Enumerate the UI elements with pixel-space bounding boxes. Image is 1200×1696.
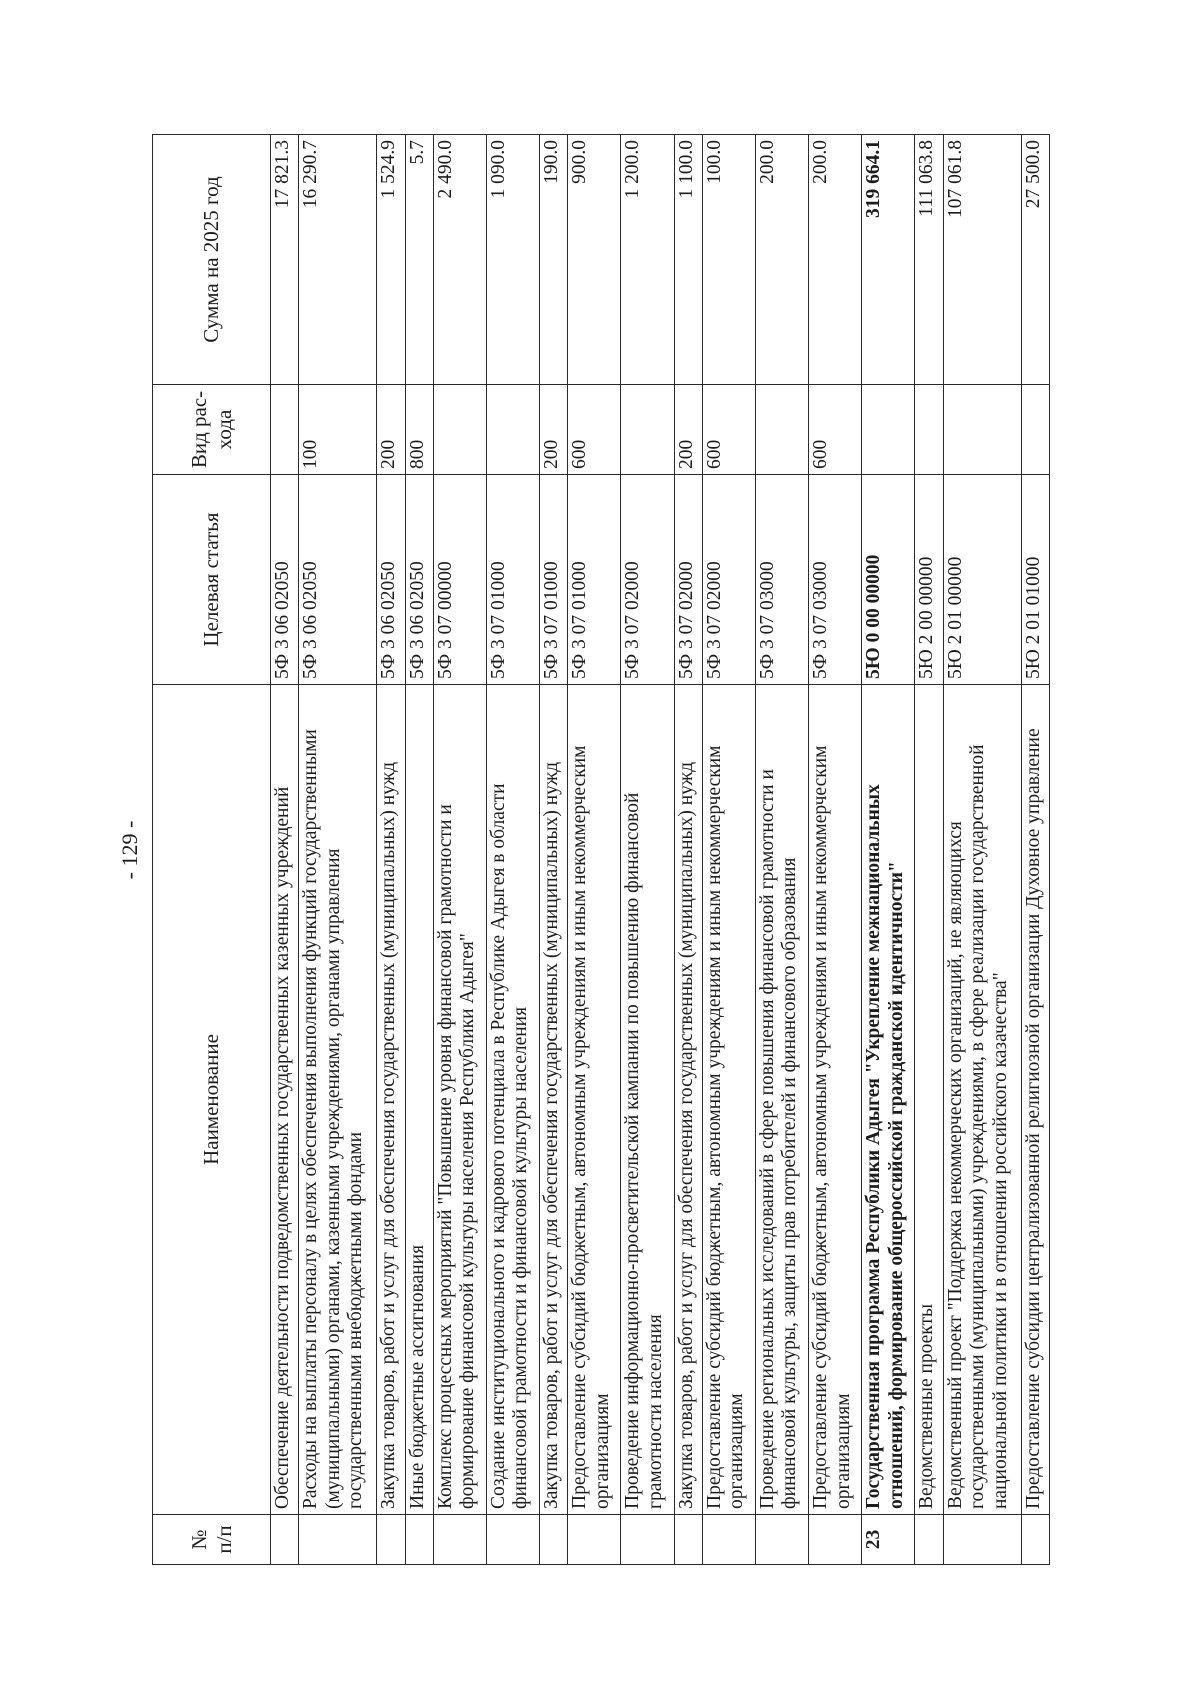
- cell-code: 5Ф 3 07 03000: [755, 475, 808, 685]
- cell-num: [405, 1515, 433, 1565]
- table-row: [809, 135, 862, 1565]
- cell-name: Предоставление субсидий бюджетным, автономным учреждениям и иным некоммерческим организациям: [702, 685, 755, 1515]
- cell-num: [486, 1515, 539, 1565]
- cell-num: [377, 1515, 405, 1565]
- cell-sum: 900.0: [568, 135, 621, 385]
- cell-name: Ведомственный проект "Поддержка некоммерческих организаций, не являющихся государственными (муниципальными) учреждениями, в сфере реализации государственной национальной политики и в отношении российского казачества": [943, 685, 1021, 1515]
- cell-num: [568, 1515, 621, 1565]
- header-type: Вид рас-хода: [153, 385, 271, 475]
- cell-name: Проведение информационно-просветительской кампании по повышению финансовой грамотности населения: [621, 685, 674, 1515]
- cell-name: Создание институционального и кадрового потенциала в Республике Адыгея в области финансовой грамотности и финансовой культуры населения: [486, 685, 539, 1515]
- cell-num: [433, 1515, 486, 1565]
- cell-name: Государственная программа Республики Адыгея "Укрепление межнациональных отношений, формирование общероссийской гражданской идентичности": [862, 685, 915, 1515]
- cell-sum: 107 061.8: [943, 135, 1021, 385]
- cell-code: 5Ф 3 06 02050: [299, 475, 377, 685]
- cell-type: 200: [377, 385, 405, 475]
- cell-type: 600: [809, 385, 862, 475]
- header-sum: Сумма на 2025 год: [153, 135, 271, 385]
- table-row: [862, 135, 915, 1565]
- cell-type: 600: [702, 385, 755, 475]
- cell-type: [755, 385, 808, 475]
- cell-num: [1021, 1515, 1049, 1565]
- cell-sum: 17 821.3: [271, 135, 299, 385]
- table-row: [486, 135, 539, 1565]
- cell-code: 5Ю 0 00 00000: [862, 475, 915, 685]
- cell-name: Расходы на выплаты персоналу в целях обеспечения выполнения функций государственными (муниципальными) органами, казенными учреждениями, органами управления государственными внебюджетными фондами: [299, 685, 377, 1515]
- cell-code: 5Ф 3 07 01000: [568, 475, 621, 685]
- cell-name: Закупка товаров, работ и услуг для обеспечения государственных (муниципальных) нужд: [674, 685, 702, 1515]
- cell-num: [540, 1515, 568, 1565]
- cell-code: 5Ф 3 07 02000: [674, 475, 702, 685]
- cell-sum: 200.0: [809, 135, 862, 385]
- cell-name: Предоставление субсидии централизованной религиозной организации Духовное управление: [1021, 685, 1049, 1515]
- cell-sum: 1 100.0: [674, 135, 702, 385]
- cell-type: 200: [674, 385, 702, 475]
- cell-sum: 2 490.0: [433, 135, 486, 385]
- cell-type: [915, 385, 943, 475]
- cell-type: 800: [405, 385, 433, 475]
- cell-sum: 5.7: [405, 135, 433, 385]
- cell-sum: 27 500.0: [1021, 135, 1049, 385]
- table-body: [271, 135, 1050, 1565]
- cell-code: 5Ф 3 07 02000: [702, 475, 755, 685]
- table-row: [405, 135, 433, 1565]
- table-row: [568, 135, 621, 1565]
- table-row: [299, 135, 377, 1565]
- cell-num: [915, 1515, 943, 1565]
- cell-num: [621, 1515, 674, 1565]
- cell-code: 5Ф 3 06 02050: [271, 475, 299, 685]
- cell-sum: 1 200.0: [621, 135, 674, 385]
- table-row: [433, 135, 486, 1565]
- cell-code: 5Ф 3 07 03000: [809, 475, 862, 685]
- cell-code: 5Ю 2 01 00000: [943, 475, 1021, 685]
- cell-name: Обеспечение деятельности подведомственных государственных казенных учреждений: [271, 685, 299, 1515]
- cell-type: [621, 385, 674, 475]
- cell-type: [486, 385, 539, 475]
- table-row: [271, 135, 299, 1565]
- cell-name: Закупка товаров, работ и услуг для обеспечения государственных (муниципальных) нужд: [377, 685, 405, 1515]
- cell-type: 200: [540, 385, 568, 475]
- budget-table: [152, 134, 1050, 1565]
- cell-name: Проведение региональных исследований в сфере повышения финансовой грамотности и финансовой культуры, защиты прав потребителей и финансового образования: [755, 685, 808, 1515]
- cell-type: 600: [568, 385, 621, 475]
- cell-code: 5Ф 3 07 01000: [486, 475, 539, 685]
- table-row: [915, 135, 943, 1565]
- table-row: [540, 135, 568, 1565]
- cell-code: 5Ф 3 07 02000: [621, 475, 674, 685]
- cell-code: 5Ф 3 07 01000: [540, 475, 568, 685]
- cell-num: [299, 1515, 377, 1565]
- table-row: [755, 135, 808, 1565]
- cell-sum: 190.0: [540, 135, 568, 385]
- table-row: [621, 135, 674, 1565]
- cell-name: Комплекс процессных мероприятий "Повышение уровня финансовой грамотности и формирование финансовой культуры населения Республики Адыгея": [433, 685, 486, 1515]
- table-row: [1021, 135, 1049, 1565]
- cell-type: [433, 385, 486, 475]
- cell-type: 100: [299, 385, 377, 475]
- cell-name: Предоставление субсидий бюджетным, автономным учреждениям и иным некоммерческим организациям: [568, 685, 621, 1515]
- cell-code: 5Ф 3 06 02050: [377, 475, 405, 685]
- page-number: - 129 -: [117, 820, 142, 880]
- cell-sum: 1 090.0: [486, 135, 539, 385]
- table-row: [377, 135, 405, 1565]
- cell-code: 5Ю 2 00 00000: [915, 475, 943, 685]
- cell-code: 5Ю 2 01 01000: [1021, 475, 1049, 685]
- cell-name: Закупка товаров, работ и услуг для обеспечения государственных (муниципальных) нужд: [540, 685, 568, 1515]
- cell-num: [943, 1515, 1021, 1565]
- cell-type: [943, 385, 1021, 475]
- cell-sum: 111 063.8: [915, 135, 943, 385]
- table-row: [702, 135, 755, 1565]
- header-num: № п/п: [153, 1515, 271, 1565]
- cell-sum: 16 290.7: [299, 135, 377, 385]
- header-code: Целевая статья: [153, 475, 271, 685]
- cell-num: [702, 1515, 755, 1565]
- header-name: Наименование: [153, 685, 271, 1515]
- cell-num: [809, 1515, 862, 1565]
- cell-sum: 200.0: [755, 135, 808, 385]
- cell-num: [271, 1515, 299, 1565]
- cell-name: Иные бюджетные ассигнования: [405, 685, 433, 1515]
- cell-sum: 319 664.1: [862, 135, 915, 385]
- table-row: [943, 135, 1021, 1565]
- cell-type: [1021, 385, 1049, 475]
- cell-num: [755, 1515, 808, 1565]
- cell-code: 5Ф 3 06 02050: [405, 475, 433, 685]
- cell-type: [271, 385, 299, 475]
- rotated-landscape-page: [110, 135, 1050, 1565]
- cell-code: 5Ф 3 07 00000: [433, 475, 486, 685]
- table-row: [674, 135, 702, 1565]
- cell-num: 23: [862, 1515, 915, 1565]
- cell-sum: 1 524.9: [377, 135, 405, 385]
- cell-name: Предоставление субсидий бюджетным, автономным учреждениям и иным некоммерческим организациям: [809, 685, 862, 1515]
- table-header-row: [153, 135, 271, 1565]
- cell-num: [674, 1515, 702, 1565]
- cell-name: Ведомственные проекты: [915, 685, 943, 1515]
- cell-type: [862, 385, 915, 475]
- cell-sum: 100.0: [702, 135, 755, 385]
